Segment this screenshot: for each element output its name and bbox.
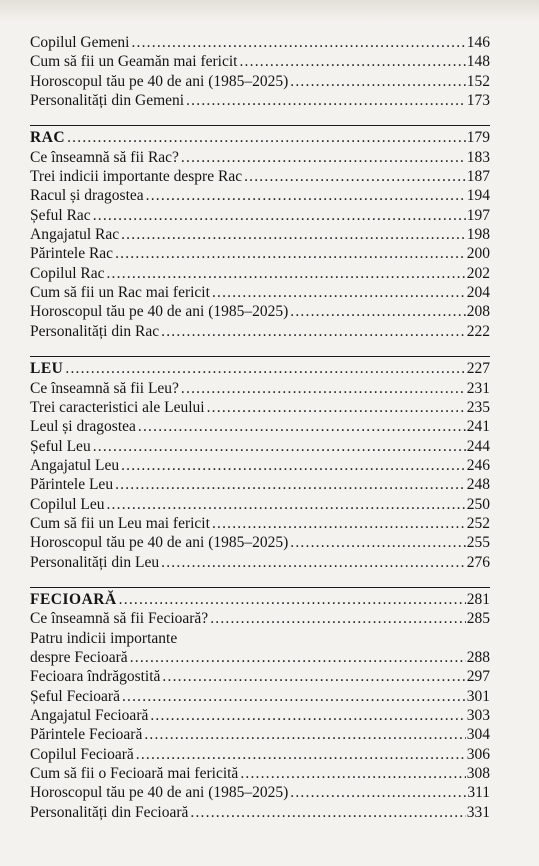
dot-leader: [244, 167, 466, 186]
toc-section-heading[interactable]: [30, 590, 490, 609]
toc-entry[interactable]: [30, 495, 490, 514]
toc-entry[interactable]: [30, 148, 490, 167]
toc-entry-page: 241: [466, 418, 490, 436]
toc-entry-page: 255: [466, 534, 490, 552]
dot-leader: [146, 186, 466, 205]
toc-entry-title: Părintele Leu: [30, 476, 114, 494]
section-heading-title: FECIOARĂ: [30, 590, 117, 608]
dot-leader: [136, 745, 466, 764]
toc-entry[interactable]: [30, 283, 490, 302]
toc-entry[interactable]: [30, 745, 490, 764]
toc-entry-page: 297: [466, 668, 490, 686]
toc-entry-title: Șeful Leu: [30, 437, 91, 455]
toc-entry-title: Horoscopul tău pe 40 de ani (1985–2025): [30, 72, 289, 90]
toc-entry[interactable]: [30, 186, 490, 205]
toc-entry[interactable]: [30, 648, 490, 667]
section-heading-title: LEU: [30, 360, 64, 378]
toc-entry-page: 146: [466, 34, 490, 51]
dot-leader: [115, 475, 466, 494]
dot-leader: [144, 725, 465, 744]
dot-leader: [290, 533, 465, 552]
dot-leader: [115, 244, 466, 263]
dot-leader: [212, 283, 466, 302]
page-top-shadow: [0, 0, 539, 22]
toc-entry-page: 183: [466, 148, 490, 166]
toc-entry-title: Angajatul Fecioară: [30, 707, 149, 724]
dot-leader: [106, 495, 465, 514]
dot-leader: [122, 687, 466, 706]
toc-entry[interactable]: [30, 456, 490, 475]
toc-entry[interactable]: [30, 322, 490, 341]
toc-entry-page: 248: [466, 476, 490, 494]
toc-entry[interactable]: [30, 533, 490, 552]
dot-leader: [131, 33, 465, 52]
toc-entry[interactable]: [30, 514, 490, 533]
section-divider: [30, 587, 490, 588]
dot-leader: [67, 128, 466, 147]
dot-leader: [161, 553, 466, 572]
toc-entry-page: 288: [466, 648, 490, 666]
toc-entry-continued[interactable]: [30, 629, 490, 648]
toc-entry-title: Personalități din Gemeni: [30, 92, 185, 110]
section-heading-page: 227: [466, 360, 490, 378]
toc-entry-title: Copilul Gemeni: [30, 34, 130, 51]
toc-entry-page: 148: [466, 53, 490, 71]
dot-leader: [65, 359, 465, 378]
toc-entry-title: Trei caracteristici ale Leului: [30, 398, 205, 416]
toc-entry[interactable]: [30, 553, 490, 572]
toc-entry-title: Șeful Rac: [30, 206, 91, 224]
toc-entry[interactable]: [30, 475, 490, 494]
toc-entry-page: 306: [466, 745, 490, 763]
toc-entry-title: Copilul Fecioară: [30, 745, 134, 763]
dot-leader: [138, 417, 466, 436]
toc-entry-title: Personalități din Fecioară: [30, 803, 189, 821]
toc-entry-title: Horoscopul tău pe 40 de ani (1985–2025): [30, 784, 289, 802]
toc-entry-page: 250: [466, 495, 490, 513]
toc-entry-page: 276: [466, 553, 490, 571]
toc-entry-page: 301: [466, 687, 490, 705]
toc-entry-title: Ce înseamnă să fii Fecioară?: [30, 610, 209, 628]
toc-entry-title: Ce înseamnă să fii Leu?: [30, 379, 179, 397]
toc-entry-title: Copilul Leu: [30, 495, 105, 513]
toc-entry-title: Personalități din Rac: [30, 322, 160, 340]
toc-entry-title: Părintele Rac: [30, 245, 114, 263]
toc-entry-title: Cum să fii un Rac mai fericit: [30, 284, 210, 302]
toc-entry[interactable]: [30, 167, 490, 186]
toc-entry-page: 173: [466, 92, 490, 110]
toc-entry-page: 208: [466, 303, 490, 321]
toc-entry-title: Copilul Rac: [30, 264, 105, 282]
dot-leader: [210, 609, 466, 628]
toc-entry-page: 200: [466, 245, 490, 263]
toc-entry-title: Patru indicii importante: [30, 629, 178, 647]
toc-section-gemeni: [30, 33, 490, 110]
toc-entry-title: Cum să fii un Leu mai fericit: [30, 514, 210, 532]
dot-leader: [239, 52, 465, 71]
toc-entry[interactable]: [30, 264, 490, 283]
toc-entry-title: Ce înseamnă să fii Rac?: [30, 148, 179, 166]
toc-entry-title: Cum să fii un Geamăn mai fericit: [30, 53, 238, 71]
toc-entry[interactable]: [30, 52, 490, 71]
dot-leader: [93, 206, 466, 225]
toc-entry-page: 198: [466, 226, 490, 244]
toc-entry[interactable]: [30, 783, 490, 802]
dot-leader: [207, 398, 466, 417]
toc-entry[interactable]: [30, 725, 490, 744]
toc-entry-page: 331: [466, 803, 490, 821]
toc-entry[interactable]: [30, 91, 490, 110]
dot-leader: [130, 648, 466, 667]
section-heading-title: RAC: [30, 129, 66, 147]
toc-section-leu: [30, 356, 490, 572]
dot-leader: [181, 379, 466, 398]
toc-entry-page: 194: [466, 187, 490, 205]
toc-section-heading[interactable]: [30, 359, 490, 378]
toc-entry[interactable]: [30, 206, 490, 225]
toc-entry[interactable]: [30, 764, 490, 783]
dot-leader: [186, 91, 466, 110]
toc-entry-title: Fecioara îndrăgostită: [30, 668, 161, 686]
dot-leader: [106, 264, 465, 283]
dot-leader: [162, 667, 465, 686]
toc-entry-page: 231: [466, 379, 490, 397]
dot-leader: [290, 302, 465, 321]
toc-entry-page: 303: [466, 707, 490, 724]
toc-entry-page: 285: [466, 610, 490, 628]
section-heading-page: 179: [466, 129, 490, 147]
toc-entry[interactable]: [30, 244, 490, 263]
toc-entry-title: Șeful Fecioară: [30, 687, 120, 705]
dot-leader: [212, 514, 466, 533]
dot-leader: [290, 783, 466, 802]
toc-entry[interactable]: [30, 398, 490, 417]
toc-entry-page: 311: [467, 784, 490, 802]
toc-entry-page: 252: [466, 514, 490, 532]
toc-entry[interactable]: [30, 379, 490, 398]
toc-entry-page: 204: [466, 284, 490, 302]
toc-entry[interactable]: [30, 417, 490, 436]
dot-leader: [121, 225, 466, 244]
toc-entry-title: Angajatul Leu: [30, 456, 120, 474]
toc-entry-page: 187: [466, 168, 490, 186]
toc-entry-title: Părintele Fecioară: [30, 726, 143, 744]
table-of-contents: [30, 33, 490, 822]
toc-entry-page: 308: [466, 765, 490, 783]
toc-entry-page: 246: [466, 456, 490, 474]
toc-entry[interactable]: [30, 72, 490, 91]
toc-entry-title: Personalități din Leu: [30, 553, 160, 571]
toc-section-fecioara: [30, 587, 490, 822]
toc-entry-page: 304: [466, 726, 490, 744]
toc-entry-page: 152: [466, 72, 490, 90]
toc-entry-title: Trei indicii importante despre Rac: [30, 168, 243, 186]
section-divider: [30, 356, 490, 357]
toc-entry-title: Leul și dragostea: [30, 418, 136, 436]
dot-leader: [190, 803, 465, 822]
toc-entry-page: 222: [466, 322, 490, 340]
toc-entry[interactable]: [30, 437, 490, 456]
toc-entry[interactable]: [30, 33, 490, 52]
toc-section-rac: [30, 125, 490, 341]
toc-entry-title: Horoscopul tău pe 40 de ani (1985–2025): [30, 534, 289, 552]
toc-entry-title: despre Fecioară: [30, 648, 128, 666]
section-divider: [30, 125, 490, 126]
toc-entry[interactable]: [30, 225, 490, 244]
toc-entry-page: 235: [466, 398, 490, 416]
toc-entry[interactable]: [30, 302, 490, 321]
dot-leader: [181, 148, 466, 167]
dot-leader: [290, 72, 465, 91]
dot-leader: [240, 764, 465, 783]
toc-entry[interactable]: [30, 803, 490, 822]
toc-entry-page: 202: [466, 264, 490, 282]
toc-entry[interactable]: [30, 706, 490, 725]
toc-entry-title: Angajatul Rac: [30, 226, 120, 244]
toc-entry[interactable]: [30, 609, 490, 628]
section-heading-page: 281: [466, 590, 490, 608]
toc-entry[interactable]: [30, 687, 490, 706]
toc-entry[interactable]: [30, 667, 490, 686]
toc-entry-page: 244: [466, 437, 490, 455]
toc-entry-page: 197: [466, 206, 490, 224]
dot-leader: [119, 590, 466, 609]
toc-entry-title: Cum să fii o Fecioară mai fericită: [30, 765, 239, 783]
toc-section-heading[interactable]: [30, 128, 490, 147]
dot-leader: [150, 706, 465, 725]
dot-leader: [93, 437, 466, 456]
toc-entry-title: Racul și dragostea: [30, 187, 144, 205]
dot-leader: [161, 322, 466, 341]
dot-leader: [121, 456, 466, 475]
toc-entry-title: Horoscopul tău pe 40 de ani (1985–2025): [30, 303, 289, 321]
